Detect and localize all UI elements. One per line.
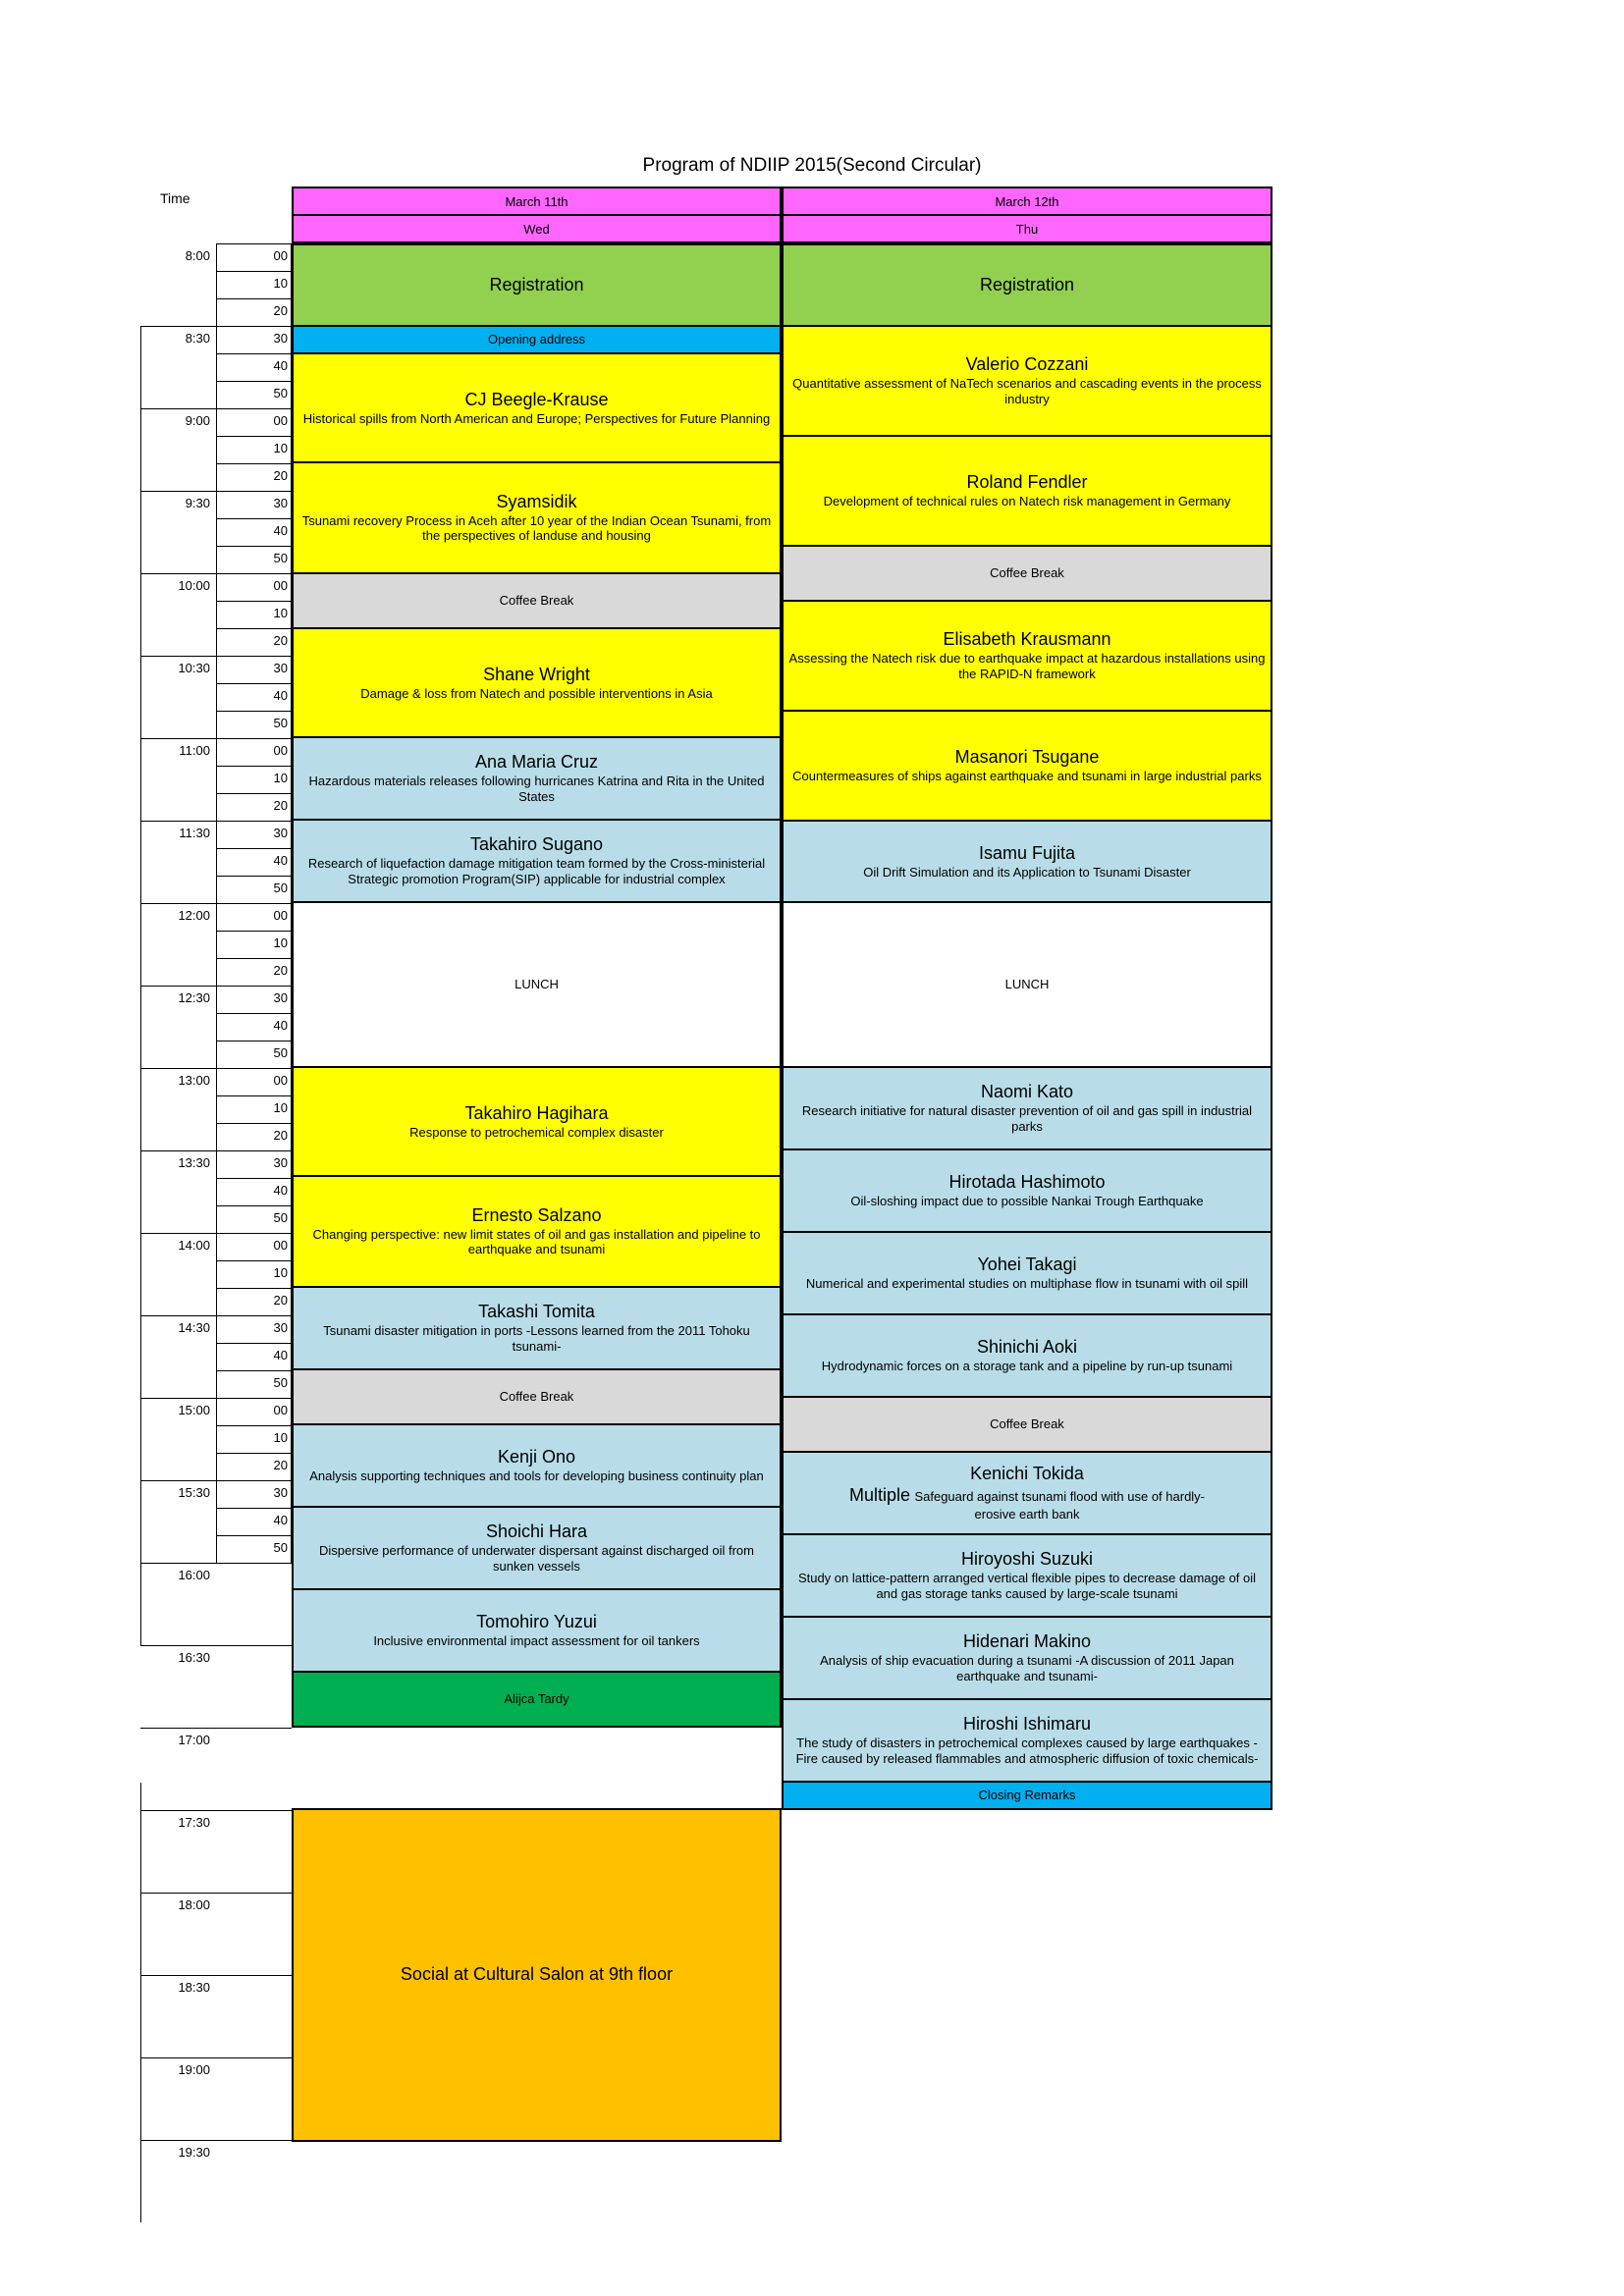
day2-weekday-header: Thu: [782, 214, 1272, 243]
hour-divider: [140, 2140, 292, 2141]
talk-title: Assessing the Natech risk due to earthquake impact at hazardous installations using the RAPID-N framework: [788, 651, 1266, 681]
day1-session-block: [292, 736, 782, 821]
minute-label: 20: [273, 1128, 288, 1143]
grid-line: [216, 298, 292, 299]
grid-line: [216, 766, 292, 767]
day2-registration: [782, 243, 1272, 327]
grid-line: [216, 463, 292, 464]
hour-divider: [140, 1810, 292, 1811]
time-label: 11:30: [179, 826, 210, 840]
time-label: 17:30: [178, 1815, 210, 1830]
day1-opening-address: [292, 325, 782, 354]
time-label: 19:00: [178, 2062, 210, 2077]
hour-divider: [140, 1975, 292, 1976]
day2-session-block: [782, 1148, 1272, 1233]
speaker-name: Ana Maria Cruz: [474, 752, 599, 773]
minute-label: 10: [273, 1265, 288, 1280]
minute-label: 30: [273, 496, 288, 510]
day1-session-block: [292, 627, 782, 738]
grid-line: [216, 1343, 292, 1344]
minute-label: 50: [273, 1375, 288, 1390]
talk-title-line2: erosive earth bank: [974, 1507, 1080, 1522]
time-label: 10:30: [178, 661, 210, 675]
time-label: 13:30: [178, 1155, 210, 1170]
time-label: 10:00: [178, 578, 210, 593]
grid-line: [216, 1178, 292, 1179]
minute-label: 50: [273, 881, 288, 895]
day1-session-block: [292, 1066, 782, 1177]
day1-lunch: [292, 901, 782, 1068]
grid-line: [216, 518, 292, 519]
talk-title: Quantitative assessment of NaTech scenarios and cascading events in the process industry: [792, 376, 1262, 406]
minute-label: 40: [273, 1018, 288, 1033]
minute-label: 40: [273, 523, 288, 538]
minute-label: 00: [273, 578, 288, 593]
time-label: 18:00: [178, 1897, 210, 1912]
minute-label: 10: [273, 441, 288, 455]
talk-title: Analysis of ship evacuation during a tsunami -A discussion of 2011 Japan earthquake and tsunami-: [820, 1653, 1234, 1683]
minute-label: 00: [273, 908, 288, 923]
grid-line: [216, 958, 292, 959]
minute-label: 20: [273, 963, 288, 978]
time-label: 9:30: [185, 496, 210, 510]
speaker-name: Yohei Takagi: [977, 1255, 1077, 1275]
talk-title: Response to petrochemical complex disaster: [409, 1124, 664, 1140]
minute-label: 30: [273, 1485, 288, 1500]
day1-date-header: March 11th: [292, 187, 782, 216]
talk-title: Dispersive performance of underwater dispersant against discharged oil from sunken vessels: [319, 1543, 754, 1574]
minute-label: 50: [273, 716, 288, 730]
registration-label: Registration: [489, 274, 584, 294]
grid-line: [216, 876, 292, 877]
grid-line: [216, 793, 292, 794]
opening-address-label: Opening address: [487, 332, 585, 347]
day1-session-block: [292, 1286, 782, 1370]
time-label: 16:00: [178, 1568, 210, 1582]
speaker-name: Syamsidik: [496, 491, 577, 511]
minute-label: 10: [273, 935, 288, 950]
grid-border-bottom: [140, 1563, 292, 1564]
speaker-name: Hidenari Makino: [962, 1631, 1092, 1652]
day1-session-block: [292, 1588, 782, 1673]
minute-label: 40: [273, 688, 288, 703]
minute-label: 30: [273, 1320, 288, 1335]
day1-weekday-header: Wed: [292, 214, 782, 243]
day1-session-block: [292, 1423, 782, 1508]
time-label: 16:30: [178, 1650, 210, 1665]
grid-line: [216, 1205, 292, 1206]
minute-label: 40: [273, 1513, 288, 1527]
speaker-name: Isamu Fujita: [978, 842, 1076, 863]
talk-title: Numerical and experimental studies on multiphase flow in tsunami with oil spill: [805, 1276, 1249, 1292]
day1-closing-session: [292, 1671, 782, 1728]
hour-divider: [140, 1645, 292, 1646]
day2-closing-remarks: [782, 1781, 1272, 1810]
day1-social-event: [292, 1808, 782, 2142]
time-label: 19:30: [178, 2145, 210, 2160]
day1-registration: [292, 243, 782, 327]
grid-line: [216, 1425, 292, 1426]
talk-title: Changing perspective: new limit states of oil and gas installation and pipeline to earthquake and tsunami: [312, 1226, 761, 1257]
grid-border-mid: [216, 243, 217, 1563]
talk-title: Tsunami recovery Process in Aceh after 10 year of the Indian Ocean Tsunami, from the perspectives of landuse and housing: [301, 512, 772, 544]
day1-session-block: [292, 1175, 782, 1288]
minute-label: 30: [273, 331, 288, 346]
talk-title: Study on lattice-pattern arranged vertical flexible pipes to decrease damage of oil and gas storage tanks caused by large-scale tsunami: [797, 1571, 1257, 1601]
grid-line: [216, 601, 292, 602]
coffee-break-label: Coffee Break: [499, 1389, 574, 1405]
registration-label: Registration: [979, 274, 1075, 294]
speaker-name: Masanori Tsugane: [954, 747, 1100, 768]
time-label: 17:00: [178, 1733, 210, 1747]
talk-title: Research initiative for natural disaster prevention of oil and gas spill in industrial parks: [801, 1103, 1253, 1134]
grid-line: [216, 1013, 292, 1014]
minute-label: 20: [273, 303, 288, 318]
speaker-name: Takashi Tomita: [478, 1302, 595, 1322]
minute-label: 30: [273, 661, 288, 675]
speaker-name: CJ Beegle-Krause: [464, 389, 609, 409]
grid-line: [216, 546, 292, 547]
day2-session-block: [782, 710, 1272, 822]
day2-session-block: [782, 1698, 1272, 1783]
day2-session-block: [782, 820, 1272, 903]
minute-label: 10: [273, 1430, 288, 1445]
speaker-name: Kenichi Tokida: [970, 1464, 1084, 1484]
speaker-name: Hiroyoshi Suzuki: [960, 1549, 1094, 1570]
time-label: 9:00: [185, 413, 210, 428]
speaker-name: Takahiro Hagihara: [464, 1102, 609, 1123]
talk-title: Development of technical rules on Natech risk management in Germany: [823, 494, 1231, 509]
day2-session-block: [782, 1313, 1272, 1398]
time-label: 18:30: [178, 1980, 210, 1995]
talk-prefix: Multiple: [848, 1485, 910, 1506]
grid-border-left-lower: [140, 1783, 141, 2222]
minute-label: 30: [273, 826, 288, 840]
day2-session-block: [782, 1066, 1272, 1150]
grid-line: [216, 1288, 292, 1289]
speaker-name: Tomohiro Yuzui: [476, 1612, 597, 1632]
day2-session-block: [782, 325, 1272, 437]
lunch-label: LUNCH: [1004, 977, 1050, 992]
day1-coffee-break: [292, 572, 782, 629]
time-label: 8:30: [185, 331, 210, 346]
day2-coffee-break: [782, 545, 1272, 602]
speaker-name: Valerio Cozzani: [965, 354, 1089, 375]
talk-title: Oil Drift Simulation and its Application to Tsunami Disaster: [863, 864, 1191, 880]
time-label: 11:00: [179, 743, 210, 758]
minute-label: 20: [273, 468, 288, 483]
day2-lunch: [782, 901, 1272, 1068]
day2-session-block: [782, 600, 1272, 712]
talk-title: Inclusive environmental impact assessment for oil tankers: [373, 1633, 700, 1649]
grid-line: [216, 436, 292, 437]
minute-label: 10: [273, 606, 288, 620]
social-event-label: Social at Cultural Salon at 9th floor: [400, 1964, 674, 1985]
speaker-name: Elisabeth Krausmann: [943, 629, 1111, 650]
talk-title: Research of liquefaction damage mitigation team formed by the Cross-ministerial Strategic promotion Program(SIP) applicable for industrial complex: [307, 856, 766, 886]
minute-label: 20: [273, 798, 288, 813]
coffee-break-label: Coffee Break: [990, 1416, 1064, 1432]
day1-session-block: [292, 819, 782, 903]
talk-title: Damage & loss from Natech and possible interventions in Asia: [360, 685, 713, 701]
time-column-label: Time: [160, 190, 190, 206]
minute-label: 30: [273, 1155, 288, 1170]
minute-label: 00: [273, 413, 288, 428]
speaker-name: Shane Wright: [483, 664, 590, 684]
day1-session-block: [292, 1506, 782, 1590]
grid-line: [216, 381, 292, 382]
minute-label: 40: [273, 853, 288, 868]
speaker-name: Kenji Ono: [497, 1447, 576, 1468]
minute-label: 20: [273, 633, 288, 648]
speaker-name: Hirotada Hashimoto: [948, 1172, 1106, 1193]
grid-line: [216, 1453, 292, 1454]
talk-title: Hazardous materials releases following hurricanes Katrina and Rita in the United States: [308, 774, 765, 804]
speaker-name: Hiroshi Ishimaru: [962, 1714, 1092, 1735]
grid-line: [216, 1123, 292, 1124]
time-label: 14:30: [178, 1320, 210, 1335]
lunch-label: LUNCH: [514, 977, 559, 992]
speaker-name: Ernesto Salzano: [471, 1204, 602, 1225]
page-title: Program of NDIIP 2015(Second Circular): [642, 155, 982, 176]
grid-line: [216, 353, 292, 354]
grid-line: [216, 848, 292, 849]
grid-line: [216, 628, 292, 629]
day2-session-block: [782, 435, 1272, 547]
hour-divider: [140, 2057, 292, 2058]
grid-line: [216, 1260, 292, 1261]
grid-border-top: [216, 243, 292, 244]
talk-title: Hydrodynamic forces on a storage tank and a pipeline by run-up tsunami: [821, 1359, 1233, 1374]
minute-label: 40: [273, 1348, 288, 1362]
session-label: Alijca Tardy: [504, 1691, 569, 1707]
talk-title: Historical spills from North American and Europe; Perspectives for Future Planning: [302, 410, 771, 426]
minute-label: 40: [273, 358, 288, 373]
hour-divider: [140, 1728, 292, 1729]
minute-label: 50: [273, 386, 288, 400]
time-label: 12:00: [178, 908, 210, 923]
minute-label: 10: [273, 771, 288, 785]
speaker-name: Takahiro Sugano: [469, 834, 604, 855]
minute-label: 30: [273, 990, 288, 1005]
grid-line: [216, 711, 292, 712]
speaker-name: Shoichi Hara: [485, 1522, 588, 1542]
minute-label: 50: [273, 1540, 288, 1555]
minute-label: 50: [273, 551, 288, 565]
minute-label: 20: [273, 1458, 288, 1472]
grid-line: [216, 1535, 292, 1536]
talk-title: Countermeasures of ships against earthquake and tsunami in large industrial parks: [792, 769, 1262, 784]
talk-title: The study of disasters in petrochemical complexes caused by large earthquakes -Fire caused by released flammables and atmospheric diffusion of toxic chemicals-: [795, 1735, 1259, 1766]
minute-label: 10: [273, 276, 288, 291]
time-label: 8:00: [185, 248, 210, 263]
time-label: 12:30: [178, 990, 210, 1005]
minute-label: 20: [273, 1293, 288, 1308]
grid-line: [216, 931, 292, 932]
day2-session-block: [782, 1616, 1272, 1700]
grid-line: [216, 271, 292, 272]
day1-coffee-break: [292, 1368, 782, 1425]
speaker-name: Naomi Kato: [980, 1082, 1074, 1102]
minute-label: 00: [273, 1073, 288, 1088]
talk-title: Analysis supporting techniques and tools for developing business continuity plan: [309, 1468, 764, 1484]
day2-date-header: March 12th: [782, 187, 1272, 216]
time-label: 15:30: [178, 1485, 210, 1500]
day2-session-block: [782, 1231, 1272, 1315]
time-label: 14:00: [178, 1238, 210, 1253]
day2-session-block: [782, 1533, 1272, 1618]
minute-label: 10: [273, 1100, 288, 1115]
day2-coffee-break: [782, 1396, 1272, 1453]
time-label: 15:00: [178, 1403, 210, 1417]
talk-title-line1: [849, 1485, 1205, 1507]
minute-label: 00: [273, 1403, 288, 1417]
day1-session-block: [292, 352, 782, 463]
grid-line: [216, 683, 292, 684]
grid-line: [216, 1370, 292, 1371]
minute-label: 50: [273, 1210, 288, 1225]
minute-label: 00: [273, 743, 288, 758]
hour-divider: [140, 1893, 292, 1894]
speaker-name: Roland Fendler: [966, 472, 1088, 493]
talk-title: Safeguard against tsunami flood with use of hardly-: [914, 1489, 1206, 1505]
minute-label: 00: [273, 1238, 288, 1253]
grid-line: [216, 1508, 292, 1509]
minute-label: 00: [273, 248, 288, 263]
talk-title: Oil-sloshing impact due to possible Nankai Trough Earthquake: [850, 1194, 1204, 1209]
closing-remarks-label: Closing Remarks: [978, 1788, 1076, 1803]
talk-title: Tsunami disaster mitigation in ports -Lessons learned from the 2011 Tohoku tsunami-: [323, 1323, 750, 1354]
time-label: 13:00: [178, 1073, 210, 1088]
speaker-name: Shinichi Aoki: [976, 1337, 1078, 1358]
grid-line: [216, 1095, 292, 1096]
day1-session-block: [292, 461, 782, 574]
minute-label: 50: [273, 1045, 288, 1060]
minute-label: 40: [273, 1183, 288, 1198]
coffee-break-label: Coffee Break: [990, 565, 1064, 581]
coffee-break-label: Coffee Break: [499, 593, 574, 609]
day2-session-block: [782, 1451, 1272, 1535]
grid-border-left: [140, 326, 141, 1645]
